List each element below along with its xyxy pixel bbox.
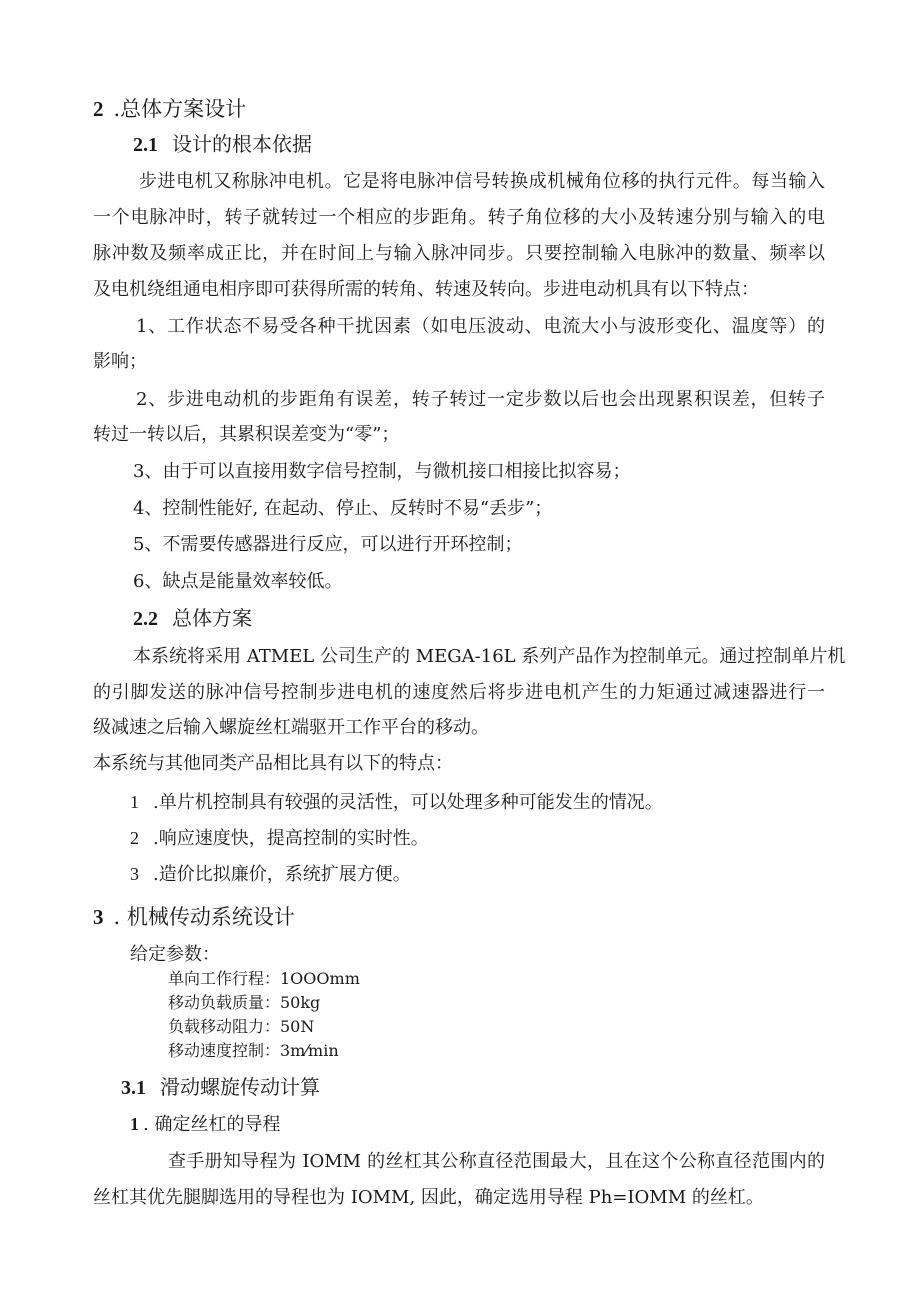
list-item-text: .造价比拟廉价，系统扩展方便。 <box>153 864 411 885</box>
list-item-line: 2、步进电动机的步距角有误差，转子转过一定步数以后也会出现累积误差，但转子 <box>136 389 825 410</box>
list-item <box>130 862 411 887</box>
section-title: . 机械传动系统设计 <box>113 905 295 929</box>
section-2-heading <box>93 95 246 123</box>
list-item <box>130 790 663 815</box>
list-item-line: 1、工作状态不易受各种干扰因素（如电压波动、电流大小与波形变化、温度等）的 <box>136 316 825 337</box>
param-line: 移动负载质量：50kg <box>168 993 321 1012</box>
section-title: 总体方案 <box>172 606 252 630</box>
list-item-number: 2 <box>130 828 139 848</box>
param-line: 移动速度控制：3m⁄min <box>168 1041 339 1060</box>
section-3-1-heading <box>121 1074 320 1101</box>
list-item-number: 3 <box>130 864 139 884</box>
section-title: .总体方案设计 <box>113 97 247 121</box>
list-item <box>130 826 429 851</box>
list-item-line: 5、不需要传感器进行反应，可以进行开环控制； <box>133 534 523 555</box>
section-2-2-heading <box>133 605 252 632</box>
subsection-number: 1 <box>130 1114 139 1134</box>
section-number: 3.1 <box>121 1077 146 1099</box>
section-3-heading <box>93 903 295 931</box>
param-line: 单向工作行程：1OOOmm <box>168 969 360 988</box>
list-item-line: 3、由于可以直接用数字信号控制，与微机接口相接比拟容易； <box>133 461 631 482</box>
param-line: 负载移动阻力：50N <box>168 1017 315 1036</box>
paragraph-line: 丝杠其优先腿脚选用的导程也为 IOMM, 因此，确定选用导程 Ph=IOMM 的丝杠。 <box>93 1187 764 1208</box>
params-label: 给定参数： <box>130 944 220 965</box>
paragraph-line: 的引脚发送的脉冲信号控制步进电机的速度然后将步进电机产生的力矩通过减速器进行一 <box>93 682 825 703</box>
list-item-line: 转过一转以后，其累积误差变为“零”； <box>93 424 400 445</box>
paragraph-line: 及电机绕组通电相序即可获得所需的转角、转速及转向。步进电动机具有以下特点： <box>93 279 759 300</box>
section-number: 3 <box>93 905 104 929</box>
section-title: 滑动螺旋传动计算 <box>160 1075 320 1099</box>
paragraph-line: 脉冲数及频率成正比，并在时间上与输入脉冲同步。只要控制输入电脉冲的数量、频率以 <box>93 243 825 264</box>
list-item-number: 1 <box>130 792 139 812</box>
paragraph-line: 一个电脉冲时，转子就转过一个相应的步距角。转子角位移的大小及转速分别与输入的电 <box>93 207 825 228</box>
section-title: 设计的根本依据 <box>172 132 312 156</box>
list-item-line: 6、缺点是能量效率较低。 <box>133 571 343 592</box>
paragraph-line: 本系统与其他同类产品相比具有以下的特点： <box>93 753 453 774</box>
paragraph-line: 查手册知导程为 IOMM 的丝杠其公称直径范围最大，且在这个公称直径范围内的 <box>168 1151 825 1172</box>
paragraph-line: 步进电机又称脉冲电机。它是将电脉冲信号转换成机械角位移的执行元件。每当输入 <box>139 171 825 192</box>
list-item-text: .单片机控制具有较强的灵活性，可以处理多种可能发生的情况。 <box>153 792 663 813</box>
subsection-heading <box>130 1112 280 1137</box>
section-number: 2.2 <box>133 608 158 630</box>
list-item-text: .响应速度快，提高控制的实时性。 <box>153 828 429 849</box>
paragraph-line: 级减速之后输入螺旋丝杠端驱开工作平台的移动。 <box>93 717 489 738</box>
subsection-title: . 确定丝杠的导程 <box>143 1114 281 1135</box>
section-2-1-heading <box>133 131 312 158</box>
section-number: 2.1 <box>133 134 158 156</box>
list-item-line: 影响； <box>93 351 147 372</box>
list-item-line: 4、控制性能好, 在起动、停止、反转时不易“丢步”； <box>133 498 553 519</box>
section-number: 2 <box>93 97 104 121</box>
paragraph-line: 本系统将采用 ATMEL 公司生产的 MEGA-16L 系列产品作为控制单元。通过控制单片机 <box>133 646 846 667</box>
